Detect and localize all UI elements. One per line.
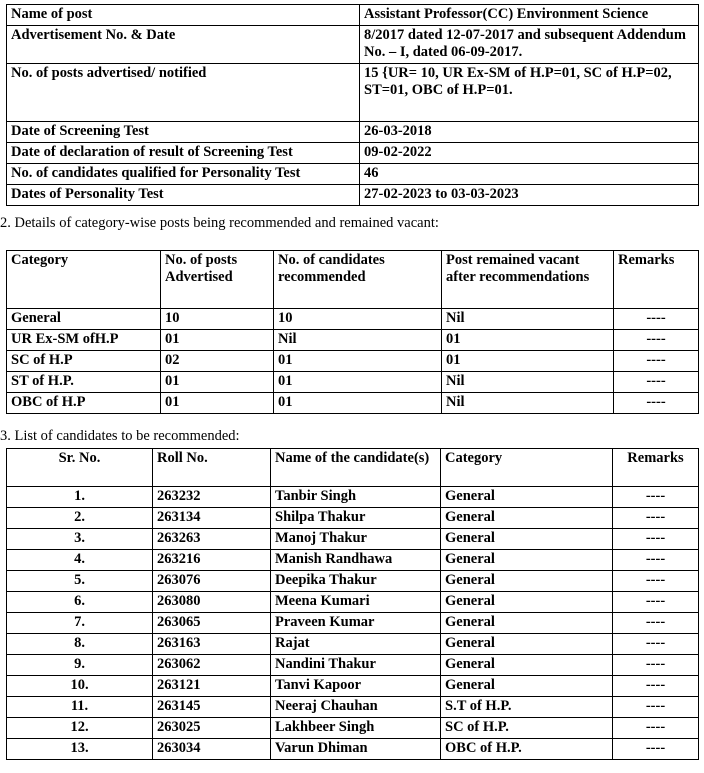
cell: Nil	[442, 309, 614, 330]
cell: 3.	[7, 529, 153, 550]
cell: Meena Kumari	[271, 592, 441, 613]
header-candidates-recommended: No. of candidates recommended	[274, 251, 442, 309]
cell: Praveen Kumar	[271, 613, 441, 634]
table-row	[7, 592, 699, 613]
cell: ----	[613, 571, 699, 592]
value-cell: 27-02-2023 to 03-03-2023	[360, 185, 699, 206]
header-posts-advertised: No. of posts Advertised	[161, 251, 274, 309]
value-cell: 46	[360, 164, 699, 185]
cell: SC of H.P	[7, 351, 161, 372]
label-cell: No. of candidates qualified for Personality Test	[7, 164, 360, 185]
cell: 263062	[153, 655, 271, 676]
cell: ----	[613, 676, 699, 697]
header-category: Category	[7, 251, 161, 309]
cell: UR Ex-SM ofH.P	[7, 330, 161, 351]
table-row	[7, 655, 699, 676]
cell: Lakhbeer Singh	[271, 718, 441, 739]
table-row	[7, 122, 699, 143]
cell: ----	[614, 351, 699, 372]
cell: General	[441, 676, 613, 697]
section-2-caption: 2. Details of category-wise posts being recommended and remained vacant:	[0, 215, 439, 231]
table-row	[7, 185, 699, 206]
table-row	[7, 676, 699, 697]
table-row	[7, 697, 699, 718]
header-roll-no: Roll No.	[153, 449, 271, 487]
value-cell: 15 {UR= 10, UR Ex-SM of H.P=01, SC of H.P=02, ST=01, OBC of H.P=01.	[360, 64, 699, 122]
cell: 2.	[7, 508, 153, 529]
cell: 01	[442, 351, 614, 372]
cell: 5.	[7, 571, 153, 592]
table-row	[7, 309, 699, 330]
header-category: Category	[441, 449, 613, 487]
category-posts-table	[6, 250, 699, 414]
cell: ST of H.P.	[7, 372, 161, 393]
cell: ----	[613, 529, 699, 550]
cell: 9.	[7, 655, 153, 676]
table-row	[7, 571, 699, 592]
cell: 263025	[153, 718, 271, 739]
header-remarks: Remarks	[613, 449, 699, 487]
cell: 01	[161, 372, 274, 393]
table-row	[7, 718, 699, 739]
cell: 263145	[153, 697, 271, 718]
cell: ----	[614, 309, 699, 330]
cell: 01	[442, 330, 614, 351]
cell: 10.	[7, 676, 153, 697]
cell: 11.	[7, 697, 153, 718]
cell: OBC of H.P	[7, 393, 161, 414]
cell: 10	[274, 309, 442, 330]
value-cell: Assistant Professor(CC) Environment Science	[360, 5, 699, 26]
cell: 1.	[7, 487, 153, 508]
value-cell: 8/2017 dated 12-07-2017 and subsequent Addendum No. – I, dated 06-09-2017.	[360, 26, 699, 64]
cell: Manoj Thakur	[271, 529, 441, 550]
table-row	[7, 739, 699, 760]
cell: Neeraj Chauhan	[271, 697, 441, 718]
cell: 263121	[153, 676, 271, 697]
header-name: Name of the candidate(s)	[271, 449, 441, 487]
cell: ----	[613, 613, 699, 634]
table-row	[7, 26, 699, 64]
cell: 01	[161, 330, 274, 351]
cell: 8.	[7, 634, 153, 655]
cell: Varun Dhiman	[271, 739, 441, 760]
cell: General	[441, 571, 613, 592]
cell: 263163	[153, 634, 271, 655]
cell: OBC of H.P.	[441, 739, 613, 760]
cell: General	[441, 550, 613, 571]
cell: 01	[274, 351, 442, 372]
cell: 263134	[153, 508, 271, 529]
cell: 4.	[7, 550, 153, 571]
table-row	[7, 634, 699, 655]
label-cell: Dates of Personality Test	[7, 185, 360, 206]
table-row	[7, 372, 699, 393]
candidates-table	[6, 448, 699, 760]
cell: 12.	[7, 718, 153, 739]
cell: 01	[274, 372, 442, 393]
cell: Nil	[442, 393, 614, 414]
cell: ----	[614, 372, 699, 393]
cell: 01	[161, 393, 274, 414]
cell: 10	[161, 309, 274, 330]
cell: ----	[614, 330, 699, 351]
cell: General	[441, 487, 613, 508]
cell: ----	[613, 739, 699, 760]
cell: 263263	[153, 529, 271, 550]
label-cell: No. of posts advertised/ notified	[7, 64, 360, 122]
cell: General	[7, 309, 161, 330]
cell: General	[441, 508, 613, 529]
cell: Shilpa Thakur	[271, 508, 441, 529]
cell: 6.	[7, 592, 153, 613]
table-header-row	[7, 251, 699, 309]
cell: ----	[613, 592, 699, 613]
table-row	[7, 393, 699, 414]
cell: ----	[613, 487, 699, 508]
cell: ----	[614, 393, 699, 414]
cell: Nandini Thakur	[271, 655, 441, 676]
table-row	[7, 508, 699, 529]
cell: Nil	[274, 330, 442, 351]
table-row	[7, 613, 699, 634]
cell: General	[441, 634, 613, 655]
cell: Tanbir Singh	[271, 487, 441, 508]
cell: S.T of H.P.	[441, 697, 613, 718]
cell: 7.	[7, 613, 153, 634]
cell: ----	[613, 655, 699, 676]
cell: 263076	[153, 571, 271, 592]
label-cell: Advertisement No. & Date	[7, 26, 360, 64]
header-post-vacant: Post remained vacant after recommendations	[442, 251, 614, 309]
cell: ----	[613, 550, 699, 571]
table-row	[7, 487, 699, 508]
cell: General	[441, 655, 613, 676]
cell: ----	[613, 634, 699, 655]
section-3-caption: 3. List of candidates to be recommended:	[0, 428, 240, 444]
cell: 01	[274, 393, 442, 414]
table-header-row	[7, 449, 699, 487]
table-row	[7, 5, 699, 26]
cell: ----	[613, 697, 699, 718]
cell: 263065	[153, 613, 271, 634]
cell: 263232	[153, 487, 271, 508]
table-row	[7, 330, 699, 351]
table-row	[7, 164, 699, 185]
table-row	[7, 550, 699, 571]
cell: General	[441, 592, 613, 613]
cell: 263080	[153, 592, 271, 613]
cell: Nil	[442, 372, 614, 393]
cell: 263034	[153, 739, 271, 760]
table-row	[7, 64, 699, 122]
label-cell: Date of Screening Test	[7, 122, 360, 143]
value-cell: 26-03-2018	[360, 122, 699, 143]
cell: Deepika Thakur	[271, 571, 441, 592]
table-row	[7, 529, 699, 550]
label-cell: Name of post	[7, 5, 360, 26]
cell: General	[441, 529, 613, 550]
table-row	[7, 351, 699, 372]
label-cell: Date of declaration of result of Screening Test	[7, 143, 360, 164]
cell: Manish Randhawa	[271, 550, 441, 571]
table-row	[7, 143, 699, 164]
post-details-table	[6, 4, 699, 206]
cell: ----	[613, 508, 699, 529]
cell: ----	[613, 718, 699, 739]
cell: General	[441, 613, 613, 634]
header-sr-no: Sr. No.	[7, 449, 153, 487]
value-cell: 09-02-2022	[360, 143, 699, 164]
cell: 02	[161, 351, 274, 372]
cell: SC of H.P.	[441, 718, 613, 739]
cell: 263216	[153, 550, 271, 571]
cell: Rajat	[271, 634, 441, 655]
cell: Tanvi Kapoor	[271, 676, 441, 697]
header-remarks: Remarks	[614, 251, 699, 309]
cell: 13.	[7, 739, 153, 760]
